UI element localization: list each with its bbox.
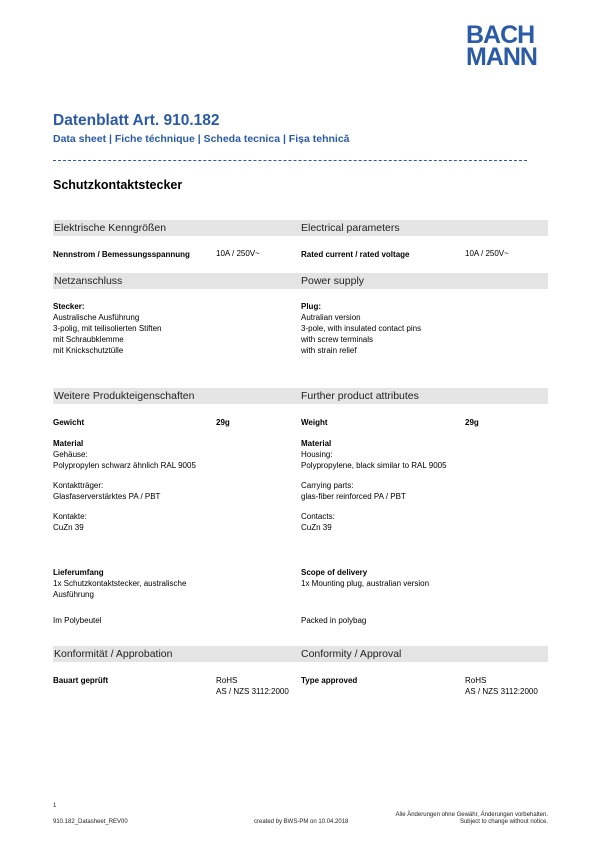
- section-heading-en: Conformity / Approval: [301, 648, 402, 660]
- carrier-label-de: Kontaktträger:: [53, 481, 104, 490]
- delivery-label-en: Scope of delivery: [301, 568, 368, 577]
- contacts-value-de: CuZn 39: [53, 523, 84, 532]
- section-heading-de: Elektrische Kenngrößen: [54, 222, 167, 234]
- plug-line-de: mit Knickschutztülle: [53, 346, 124, 355]
- housing-label-de: Gehäuse:: [53, 450, 88, 459]
- plug-line-de: mit Schraubklemme: [53, 335, 124, 344]
- section-heading-en: Power supply: [301, 275, 365, 287]
- section-heading-de: Weitere Produkteigenschaften: [54, 390, 195, 402]
- rated-label-de: Nennstrom / Bemessungsspannung: [53, 250, 190, 259]
- weight-label-de: Gewicht: [53, 418, 85, 427]
- housing-value-de: Polypropylen schwarz ähnlich RAL 9005: [53, 461, 196, 470]
- weight-value-en: 29g: [465, 418, 479, 427]
- product-name: Schutzkontaktstecker: [53, 178, 183, 192]
- housing-value-en: Polypropylene, black similar to RAL 9005: [301, 461, 447, 470]
- approval-value-en: AS / NZS 3112:2000: [465, 687, 538, 696]
- delivery-line-en: 1x Mounting plug, australian version: [301, 579, 430, 588]
- approval-value-de: AS / NZS 3112:2000: [216, 687, 289, 696]
- section-power-supply: [53, 273, 548, 289]
- weight-label-en: Weight: [301, 418, 328, 427]
- rated-label-en: Rated current / rated voltage: [301, 250, 410, 259]
- contacts-value-en: CuZn 39: [301, 523, 332, 532]
- contacts-label-en: Contacts:: [301, 512, 335, 521]
- section-conformity: [53, 646, 548, 662]
- material-label-en: Material: [301, 439, 332, 448]
- approval-value-de: RoHS: [216, 676, 238, 685]
- created-info: created by BWS-PM on 10.04.2018: [254, 819, 349, 825]
- approval-value-en: RoHS: [465, 676, 487, 685]
- plug-line-de: 3-polig, mit teilisolierten Stiften: [53, 324, 162, 333]
- carrier-value-en: glas-fiber reinforced PA / PBT: [301, 492, 406, 501]
- plug-line-en: with screw terminals: [301, 335, 374, 344]
- plug-line-en: with strain relief: [301, 346, 357, 355]
- section-heading-en: Electrical parameters: [301, 222, 400, 234]
- delivery-line-de: 1x Schutzkontaktstecker, australische: [53, 579, 187, 588]
- section-electrical: [53, 220, 548, 236]
- housing-label-en: Housing:: [301, 450, 333, 459]
- plug-line-en: Autralian version: [301, 313, 361, 322]
- delivery-label-de: Lieferumfang: [53, 568, 104, 577]
- plug-label-en: Plug:: [301, 302, 321, 311]
- material-label-de: Material: [53, 439, 84, 448]
- plug-line-en: 3-pole, with insulated contact pins: [301, 324, 422, 333]
- carrier-label-en: Carrying parts:: [301, 481, 354, 490]
- plug-line-de: Australische Ausführung: [53, 313, 140, 322]
- weight-value-de: 29g: [216, 418, 230, 427]
- bachmann-logo: BACH MANN: [466, 21, 537, 71]
- section-product-attributes: [53, 388, 548, 404]
- packaging-en: Packed in polybag: [301, 616, 367, 625]
- approval-label-en: Type approved: [301, 676, 358, 685]
- plug-label-de: Stecker:: [53, 302, 85, 311]
- header-divider: [53, 160, 527, 161]
- rated-value-de: 10A / 250V~: [216, 249, 260, 258]
- document-id: 910.182_Datasheet_REV00: [53, 819, 128, 825]
- disclaimer-de: Alle Änderungen ohne Gewähr, Änderungen vorbehalten.: [395, 812, 548, 818]
- page-number: 1: [53, 803, 57, 809]
- delivery-line-de: Ausführung: [53, 590, 94, 599]
- approval-label-de: Bauart geprüft: [53, 676, 109, 685]
- packaging-de: Im Polybeutel: [53, 616, 102, 625]
- disclaimer-en: Subject to change without notice.: [459, 819, 548, 825]
- document-subtitle: Data sheet | Fiche téchnique | Scheda tecnica | Fișa tehnică: [53, 133, 350, 145]
- contacts-label-de: Kontakte:: [53, 512, 87, 521]
- section-heading-de: Konformität / Approbation: [54, 648, 173, 660]
- rated-value-en: 10A / 250V~: [465, 249, 509, 258]
- section-heading-en: Further product attributes: [301, 390, 419, 402]
- section-heading-de: Netzanschluss: [54, 275, 123, 287]
- document-title: Datenblatt Art. 910.182: [53, 112, 220, 129]
- carrier-value-de: Glasfaserverstärktes PA / PBT: [53, 492, 161, 501]
